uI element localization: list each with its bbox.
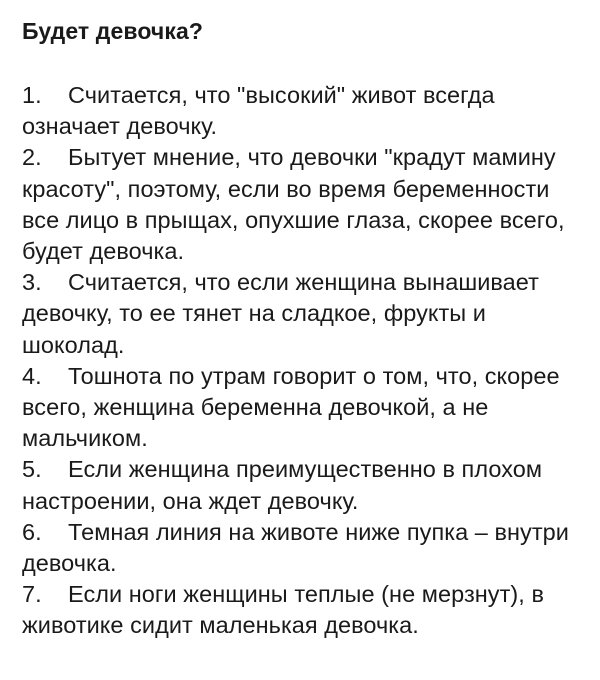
document-title: Будет девочка? [22,18,203,44]
item-number: 2. [22,144,42,171]
item-number: 6. [22,518,42,545]
item-number: 7. [22,581,42,608]
item-number: 1. [22,82,42,108]
item-text: Считается, что "высокий" живот всегда означает девочку. [22,82,495,140]
item-number: 4. [22,362,42,389]
list-item [22,361,578,455]
omens-list [22,80,578,642]
list-item [22,267,578,361]
list-item [22,517,578,579]
item-text: Если ноги женщины теплые (не мерзнут), в животике сидит маленькая девочка. [22,581,544,639]
list-item [22,454,578,516]
item-text: Считается, что если женщина вынашивает девочку, то ее тянет на сладкое, фрукты и шоколад. [22,269,539,358]
item-text: Бытует мнение, что девочки "крадут мамину красоту", поэтому, если во время беременности все лицо в прыщах, опухшие глаза, скорее всего, будет девочка. [22,144,565,265]
list-item [22,142,578,267]
item-number: 3. [22,269,42,296]
item-text: Тошнота по утрам говорит о том, что, скорее всего, женщина беременна девочкой, а не мальчиком. [22,362,560,452]
item-text: Темная линия на животе ниже пупка – внутри девочка. [22,518,569,577]
list-item [22,579,578,641]
list-item [22,80,578,142]
item-text: Если женщина преимущественно в плохом настроении, она ждет девочку. [22,456,543,514]
item-number: 5. [22,456,42,483]
